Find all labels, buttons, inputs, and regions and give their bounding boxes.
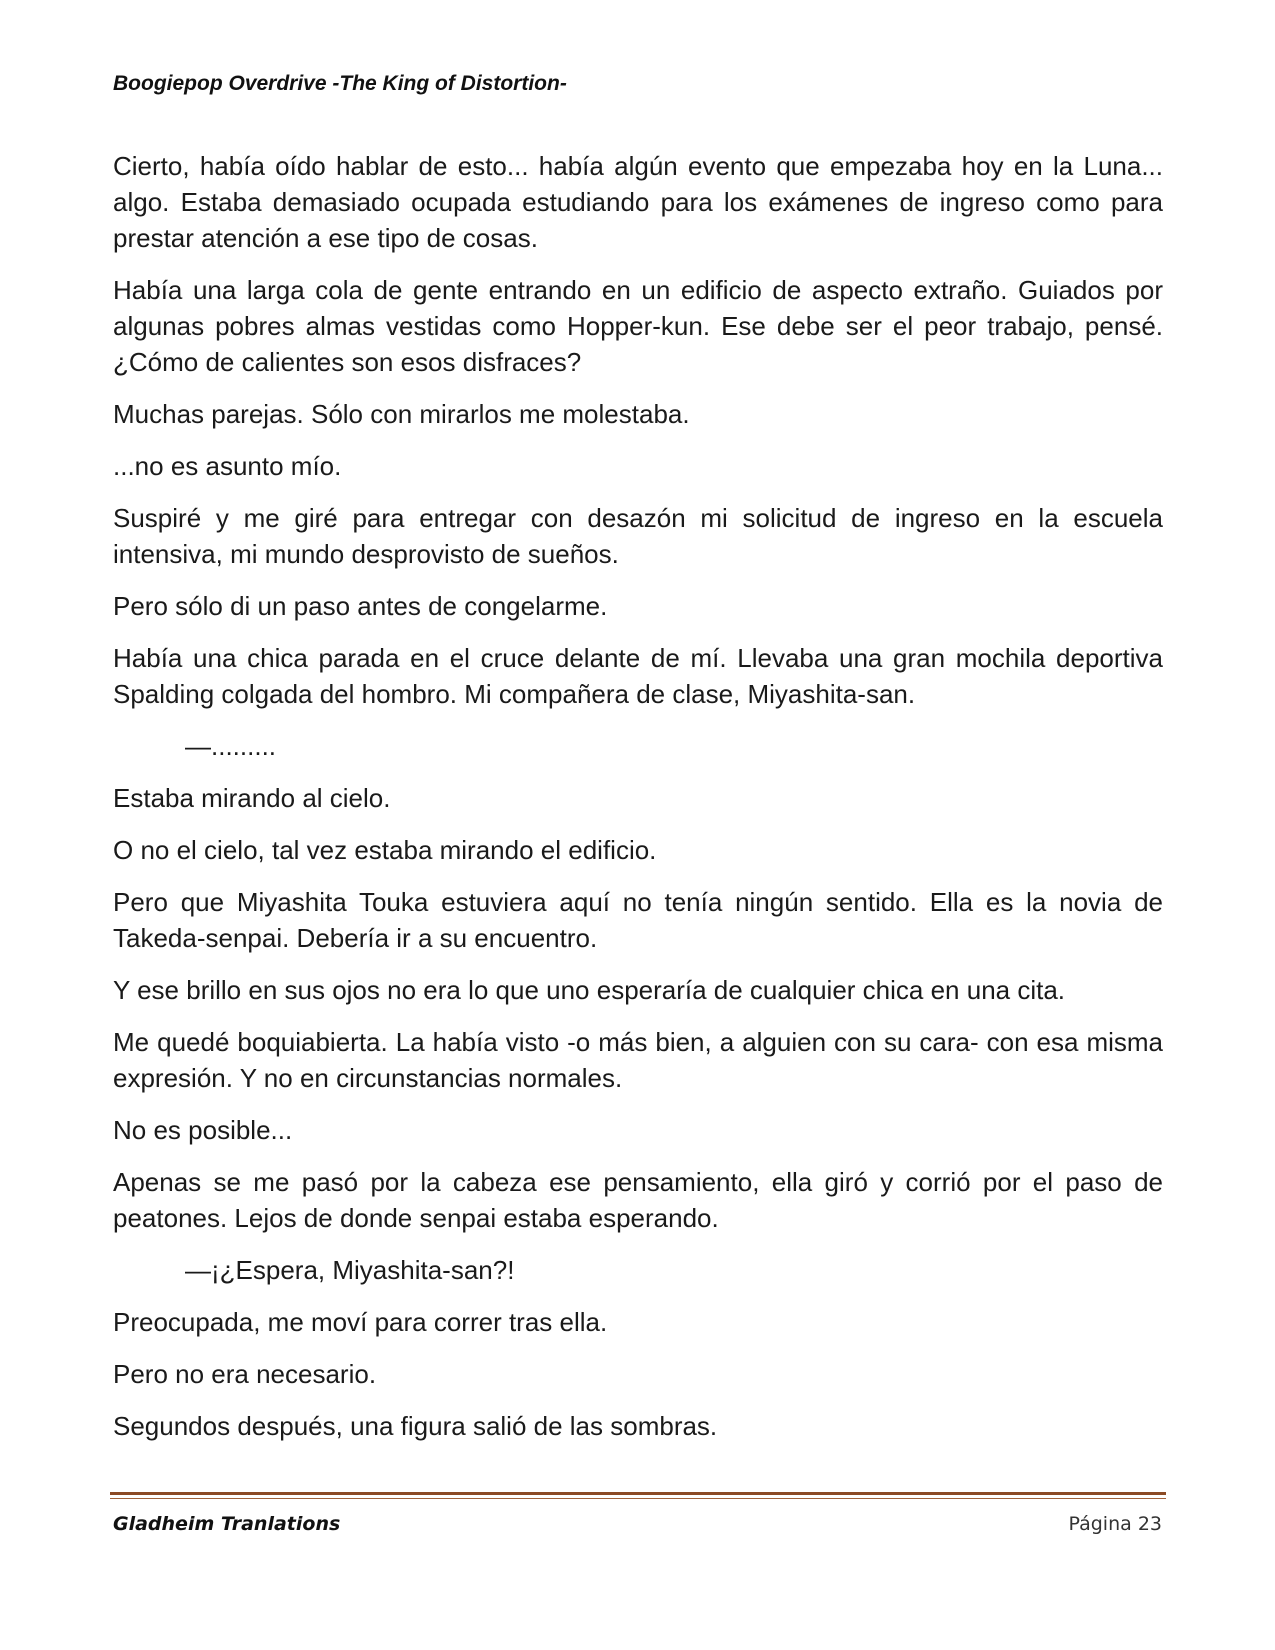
paragraph: Pero no era necesario.	[113, 1359, 377, 1389]
paragraph: Había una larga cola de gente entrando en un edificio de aspecto extraño. Guiados por algunas pobres almas vestidas como Hopper-kun. Ese debe ser el peor trabajo, pensé. ¿Cómo de calientes son esos disfraces?	[113, 275, 1163, 377]
document-body	[113, 148, 1163, 1460]
paragraph: Y ese brillo en sus ojos no era lo que uno esperaría de cualquier chica en una cita.	[113, 975, 1066, 1005]
paragraph: Suspiré y me giré para entregar con desazón mi solicitud de ingreso en la escuela intensiva, mi mundo desprovisto de sueños.	[113, 503, 1163, 569]
paragraph: Segundos después, una figura salió de las sombras.	[113, 1411, 718, 1441]
paragraph: Me quedé boquiabierta. La había visto -o más bien, a alguien con su cara- con esa misma expresión. Y no en circunstancias normales.	[113, 1027, 1163, 1093]
page-header-title: Boogiepop Overdrive -The King of Distortion-	[113, 72, 567, 95]
paragraph: Cierto, había oído hablar de esto... había algún evento que empezaba hoy en la Luna... algo. Estaba demasiado ocupada estudiando para los exámenes de ingreso como para prestar atención a ese tipo de cosas.	[113, 151, 1163, 253]
paragraph: Había una chica parada en el cruce delante de mí. Llevaba una gran mochila deportiva Spalding colgada del hombro. Mi compañera de clase, Miyashita-san.	[113, 643, 1163, 709]
page-number	[1068, 1513, 1162, 1535]
footer-divider	[110, 1492, 1166, 1495]
paragraph: Apenas se me pasó por la cabeza ese pensamiento, ella giró y corrió por el paso de peatones. Lejos de donde senpai estaba esperando.	[113, 1167, 1163, 1233]
page-number-value: 23	[1137, 1513, 1162, 1535]
page-label: Página	[1068, 1513, 1132, 1535]
dialogue-line: —.........	[185, 731, 277, 761]
paragraph: O no el cielo, tal vez estaba mirando el edificio.	[113, 835, 657, 865]
paragraph: Estaba mirando al cielo.	[113, 783, 391, 813]
dialogue-line: —¡¿Espera, Miyashita-san?!	[185, 1255, 515, 1285]
paragraph: No es posible...	[113, 1115, 293, 1145]
footer-credit: Gladheim Tranlations	[113, 1513, 341, 1535]
footer-divider-thin	[110, 1498, 1166, 1499]
paragraph: ...no es asunto mío.	[113, 451, 342, 481]
paragraph: Pero que Miyashita Touka estuviera aquí no tenía ningún sentido. Ella es la novia de Takeda-senpai. Debería ir a su encuentro.	[113, 887, 1163, 953]
paragraph: Pero sólo di un paso antes de congelarme.	[113, 591, 608, 621]
paragraph: Preocupada, me moví para correr tras ella.	[113, 1307, 608, 1337]
paragraph: Muchas parejas. Sólo con mirarlos me molestaba.	[113, 399, 690, 429]
